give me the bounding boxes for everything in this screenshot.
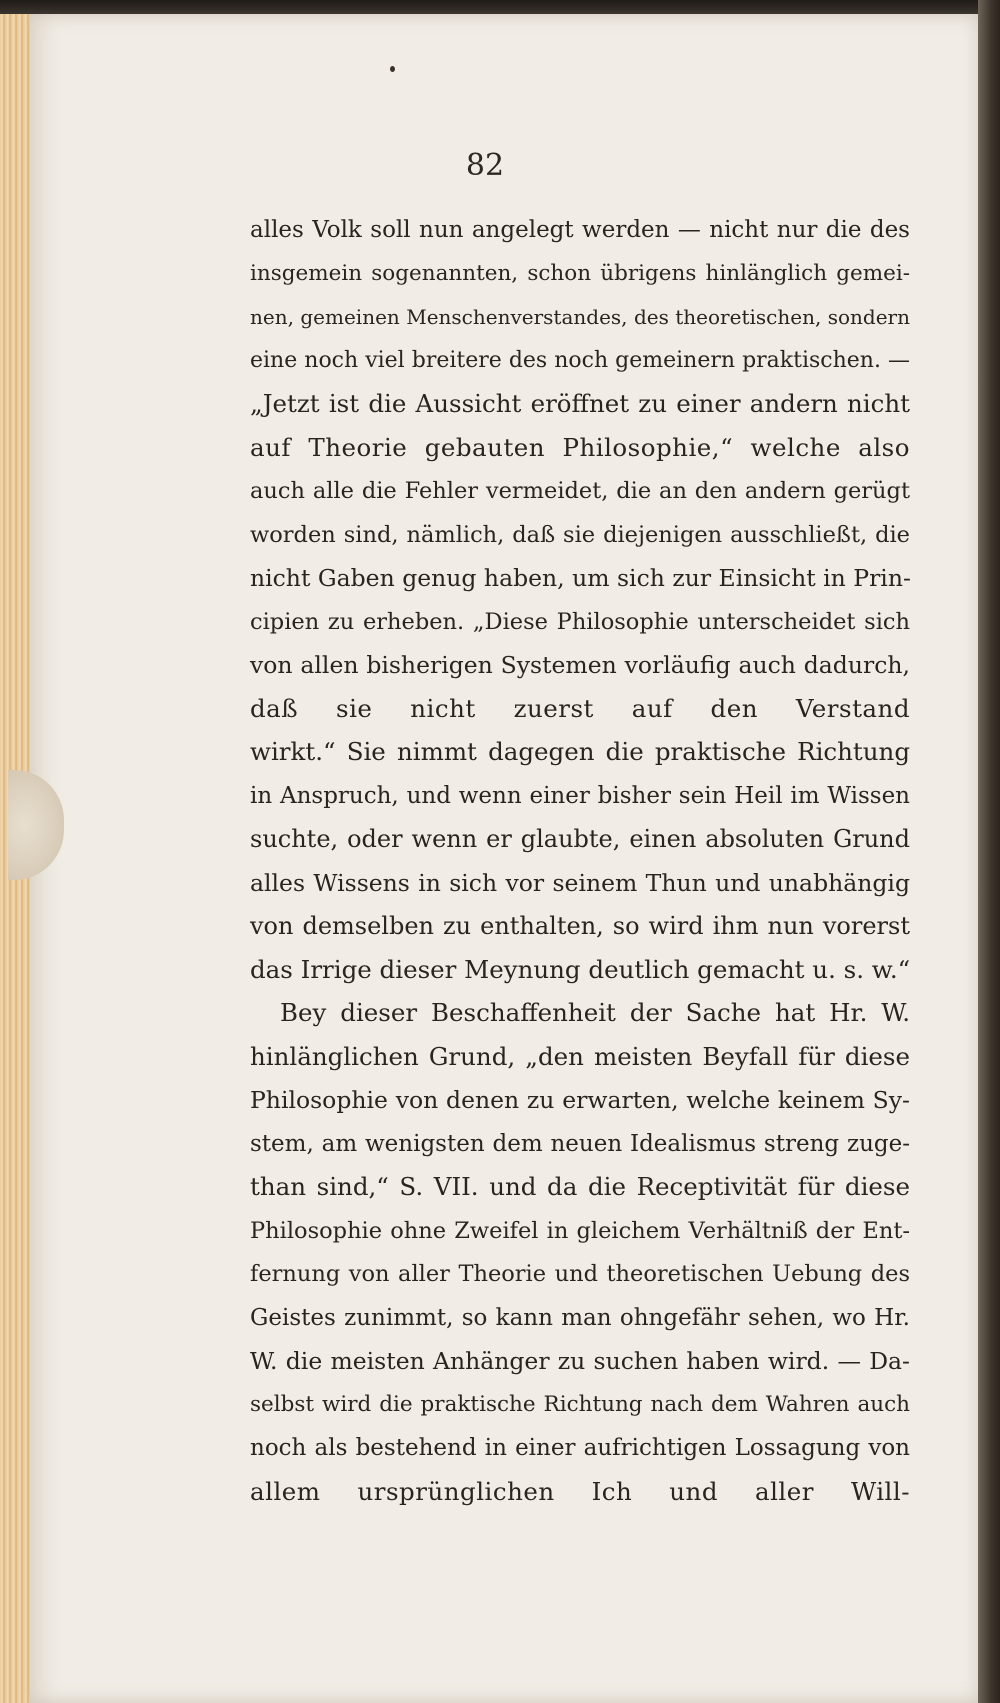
text-line: W. die meisten Anhänger zu suchen haben wird. — Da- <box>250 1347 910 1375</box>
text-line: Philosophie von denen zu erwarten, welche keinem Sy- <box>250 1086 910 1114</box>
text-line: nen, gemeinen Menschenverstandes, des theoretischen, sondern <box>250 305 910 329</box>
text-line: Geistes zunimmt, so kann man ohngefähr sehen, wo Hr. <box>250 1304 910 1331</box>
text-line: nicht Gaben genug haben, um sich zur Einsicht in Prin- <box>250 564 911 592</box>
text-line: auch alle die Fehler vermeidet, die an den andern gerügt <box>250 478 910 504</box>
text-line: von demselben zu enthalten, so wird ihm nun vorerst <box>250 912 910 940</box>
text-line: cipien zu erheben. „Diese Philosophie unterscheidet sich <box>250 608 910 635</box>
text-line: allem ursprünglichen Ich und aller Will- <box>250 1476 910 1506</box>
text-line: auf Theorie gebauten Philosophie,“ welche also <box>250 432 910 462</box>
text-line: Bey dieser Beschaffenheit der Sache hat Hr. W. <box>280 998 910 1027</box>
text-line: eine noch viel breitere des noch gemeinern praktischen. — <box>250 347 910 373</box>
book-top-edge <box>0 0 1000 14</box>
text-line: selbst wird die praktische Richtung nach dem Wahren auch <box>250 1391 910 1417</box>
text-line: Philosophie ohne Zweifel in gleichem Verhältniß der Ent- <box>250 1217 910 1244</box>
text-line: das Irrige dieser Meynung deutlich gemacht u. s. w.“ <box>250 954 911 984</box>
text-line: wirkt.“ Sie nimmt dagegen die praktische Richtung <box>250 737 910 766</box>
text-line: hinlänglichen Grund, „den meisten Beyfall für diese <box>250 1041 910 1071</box>
text-line: alles Volk soll nun angelegt werden — nicht nur die des <box>250 217 910 243</box>
text-line: insgemein sogenannten, schon übrigens hinlänglich gemei- <box>250 260 910 286</box>
text-line: suchte, oder wenn er glaubte, einen absoluten Grund <box>250 825 910 853</box>
text-line: von allen bisherigen Systemen vorläufig auch dadurch, <box>250 651 910 679</box>
text-line: fernung von aller Theorie und theoretischen Uebung des <box>250 1261 910 1287</box>
text-line: worden sind, nämlich, daß sie diejenigen ausschließt, die <box>250 521 910 548</box>
text-line: stem, am wenigsten dem neuen Idealismus streng zuge- <box>250 1130 910 1157</box>
page-number: 82 <box>465 148 505 183</box>
text-line: than sind,“ S. VII. und da die Receptivität für diese <box>250 1172 910 1201</box>
text-line: noch als bestehend in einer aufrichtigen Lossagung von <box>250 1435 910 1461</box>
text-line: daß sie nicht zuerst auf den Verstand <box>250 693 910 723</box>
text-line: „Jetzt ist die Aussicht eröffnet zu einer andern nicht <box>250 389 910 418</box>
ink-speck <box>390 66 395 72</box>
text-line: alles Wissens in sich vor seinem Thun und unabhängig <box>250 868 910 897</box>
text-line: in Anspruch, und wenn einer bisher sein Heil im Wissen <box>250 782 910 809</box>
book-cover-edge <box>978 0 1000 1703</box>
